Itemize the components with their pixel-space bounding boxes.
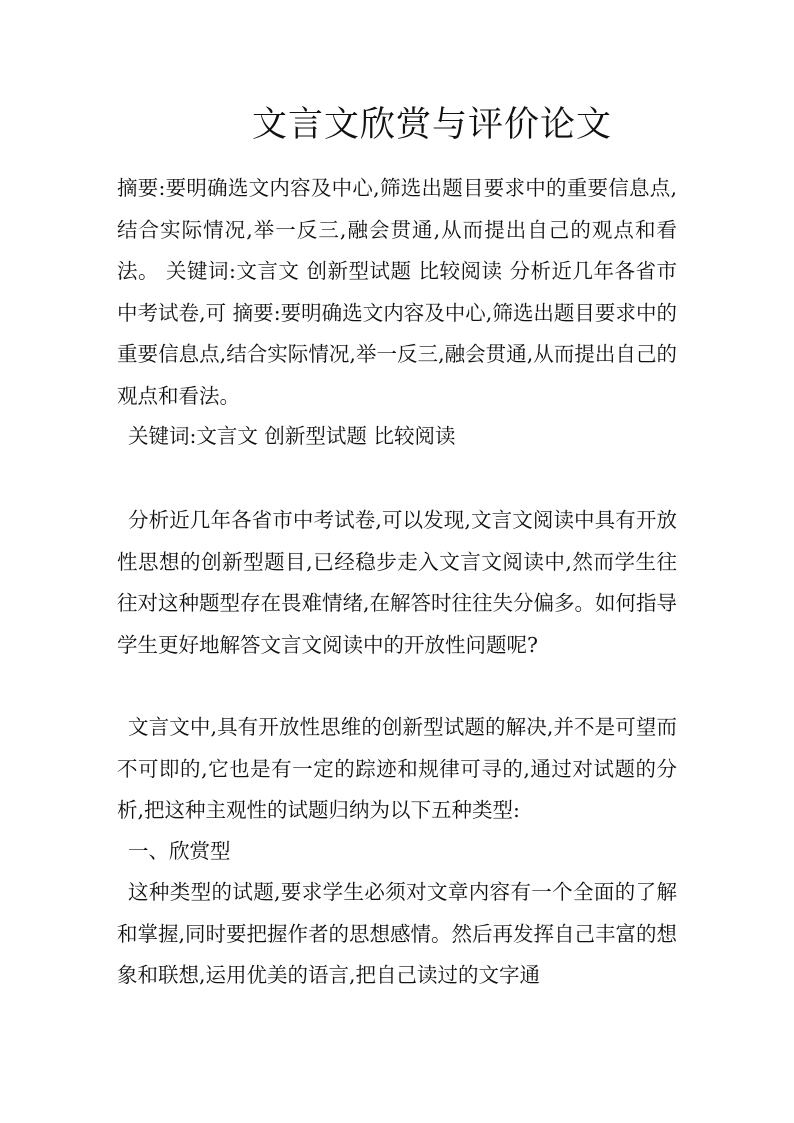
body-paragraph-1: 分析近几年各省市中考试卷,可以发现,文言文阅读中具有开放性思想的创新型题目,已经稳步走入文言文阅读中,然而学生往往对这种题型存在畏难情绪,在解答时往往失分偏多。如何指导学生更好地解答文言文阅读中的开放性问题呢? <box>117 508 678 657</box>
keywords-line: 关键词:文言文 创新型试题 比较阅读 <box>128 424 456 448</box>
document-title: 文言文欣赏与评价论文 <box>251 105 612 145</box>
body-paragraph-3: 这种类型的试题,要求学生必须对文章内容有一个全面的了解和掌握,同时要把握作者的思想感情。然后再发挥自己丰富的想象和联想,运用优美的语言,把自己读过的文字通 <box>117 880 678 987</box>
abstract-paragraph: 摘要:要明确选文内容及中心,筛选出题目要求中的重要信息点,结合实际情况,举一反三,融会贯通,从而提出自己的观点和看法。 关键词:文言文 创新型试题 比较阅读 分析近几年各省市中考试卷,可 摘要:要明确选文内容及中心,筛选出题目要求中的重要信息点,结合实际情况,举一反三,融会贯通,从而提出自己的观点和看法。 <box>117 176 677 408</box>
section-heading-1: 一、欣赏型 <box>128 839 231 863</box>
body-paragraph-2: 文言文中,具有开放性思维的创新型试题的解决,并不是可望而不可即的,它也是有一定的踪迹和规律可寻的,通过对试题的分析,把这种主观性的试题归纳为以下五种类型: <box>117 715 677 822</box>
